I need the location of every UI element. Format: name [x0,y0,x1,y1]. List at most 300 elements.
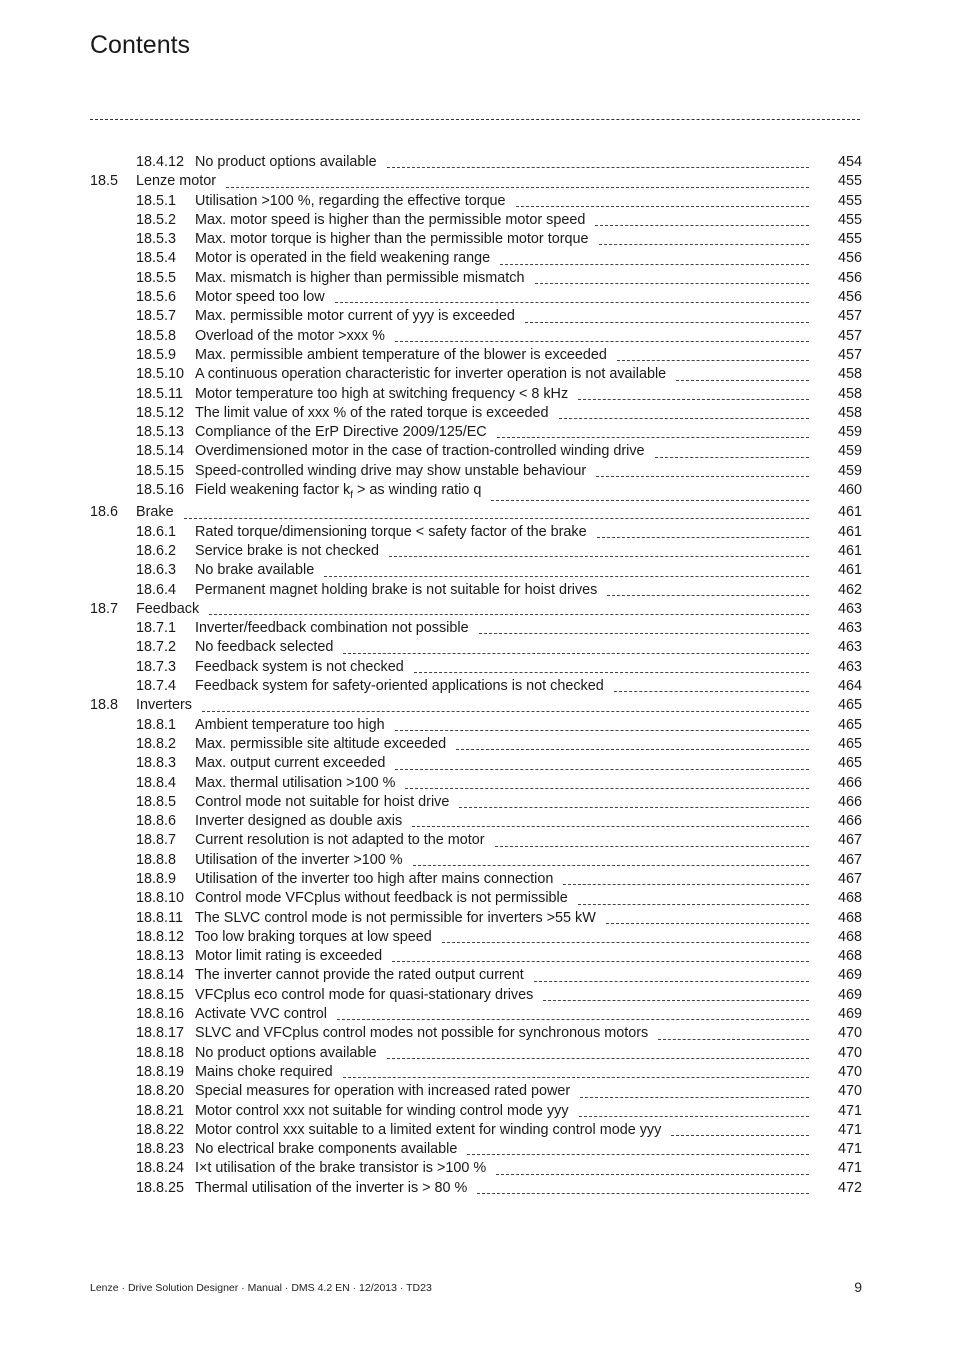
toc-dotted-leader [617,360,809,361]
toc-entry-page-number: 468 [837,928,862,945]
toc-subsection-entry[interactable] [0,1102,954,1121]
toc-entry-page-number: 463 [837,600,862,617]
toc-entry-title [195,1159,496,1178]
toc-entry-title-wrap [195,986,809,1005]
toc-dotted-leader [578,399,809,400]
toc-dotted-leader [412,826,809,827]
toc-entry-title-wrap [195,462,809,481]
toc-entry-title [195,831,495,850]
toc-entry-number: 18.5.6 [136,289,177,306]
toc-subsection-entry[interactable] [0,1121,954,1140]
toc-entry-title [195,1121,671,1140]
toc-subsection-entry[interactable] [0,1179,954,1198]
toc-entry-title-text: The SLVC control mode is not permissible for inverters >55 kW [195,909,596,926]
toc-entry-title [195,404,559,423]
toc-entry-page-number: 467 [837,870,862,887]
toc-entry-title-text: Inverter designed as double axis [195,813,403,830]
toc-entry-number: 18.6.3 [136,562,177,579]
toc-entry-page-number: 455 [837,211,862,228]
toc-entry-page-number: 461 [837,542,862,559]
toc-entry-page-number: 458 [837,385,862,402]
toc-subsection-entry[interactable] [0,889,954,908]
toc-entry-page-number: 471 [837,1121,862,1138]
toc-entry-title-text: Overload of the motor >xxx % [195,327,385,344]
toc-subsection-entry[interactable] [0,966,954,985]
toc-entry-title-wrap [195,561,809,580]
toc-subsection-entry[interactable] [0,423,954,442]
toc-entry-page-number: 454 [837,154,862,170]
toc-entry-title-text: No feedback selected [195,639,334,656]
toc-entry-page-number: 465 [837,697,862,714]
toc-entry-number: 18.8.18 [136,1044,185,1061]
toc-entry-title [195,153,387,172]
toc-entry-title-text: No product options available [195,1044,377,1061]
toc-subsection-entry[interactable] [0,404,954,423]
toc-subsection-entry[interactable] [0,909,954,928]
toc-section-entry[interactable] [0,696,954,715]
toc-entry-page-number: 463 [837,639,862,656]
toc-subsection-entry[interactable] [0,365,954,384]
toc-entry-number: 18.8.1 [136,716,177,733]
toc-subsection-entry[interactable] [0,1140,954,1159]
toc-dotted-leader [209,614,809,615]
toc-entry-number: 18.5 [90,173,119,190]
toc-dotted-leader [497,437,809,438]
toc-entry-title-text: No electrical brake components available [195,1141,458,1158]
toc-entry-number: 18.8 [90,697,119,714]
toc-subsection-entry[interactable] [0,1005,954,1024]
toc-entry-title-wrap [195,269,809,288]
toc-entry-title-text: Rated torque/dimensioning torque < safety factor of the brake [195,523,587,540]
toc-entry-title [195,1179,477,1198]
toc-subsection-entry[interactable] [0,230,954,249]
toc-entry-title-text: Max. output current exceeded [195,755,386,772]
toc-entry-page-number: 466 [837,813,862,830]
toc-entry-title-wrap [195,211,809,230]
toc-entry-page-number: 459 [837,462,862,479]
toc-subsection-entry[interactable] [0,735,954,754]
toc-entry-number: 18.8.14 [136,967,185,984]
toc-entry-title [195,1024,658,1043]
toc-dotted-leader [596,476,809,477]
toc-entry-title [195,423,497,442]
toc-entry-title-text: Max. permissible motor current of yyy is exceeded [195,308,515,325]
toc-subsection-entry[interactable] [0,774,954,793]
toc-entry-page-number: 465 [837,716,862,733]
toc-dotted-leader [578,904,809,905]
toc-entry-title [195,581,607,600]
toc-subsection-entry[interactable] [0,658,954,677]
toc-dotted-leader [534,981,809,982]
toc-subsection-entry[interactable] [0,307,954,326]
toc-entry-title-text: Motor is operated in the field weakening range [195,250,491,267]
toc-entry-title [195,774,405,793]
toc-dotted-leader [479,633,809,634]
toc-entry-number: 18.5.15 [136,462,185,479]
toc-entry-title-text: Motor limit rating is exceeded [195,948,383,965]
toc-entry-title [195,966,534,985]
toc-entry-page-number: 468 [837,948,862,965]
toc-entry-page-number: 459 [837,424,862,441]
toc-subsection-entry[interactable] [0,211,954,230]
toc-entry-number: 18.5.3 [136,231,177,248]
toc-subsection-entry[interactable] [0,581,954,600]
toc-dotted-leader [395,769,809,770]
toc-entry-number: 18.5.9 [136,346,177,363]
toc-subsection-entry[interactable] [0,716,954,735]
toc-entry-title-wrap [195,831,809,850]
toc-subsection-entry[interactable] [0,619,954,638]
toc-entry-page-number: 466 [837,793,862,810]
toc-entry-number: 18.6 [90,504,119,521]
toc-dotted-leader [405,788,809,789]
toc-entry-title-text: Service brake is not checked [195,542,379,559]
toc-subsection-entry[interactable] [0,638,954,657]
toc-entry-title-text: Mains choke required [195,1063,333,1080]
toc-subsection-entry[interactable] [0,1159,954,1178]
toc-entry-title [195,365,676,384]
toc-subsection-entry[interactable] [0,1063,954,1082]
toc-dotted-leader [335,302,809,303]
toc-subsection-entry[interactable] [0,542,954,561]
toc-entry-title-wrap [195,735,809,754]
toc-entry-title-text: No brake available [195,562,315,579]
toc-entry-title-text: Motor control xxx suitable to a limited extent for winding control mode yyy [195,1121,662,1138]
toc-entry-number: 18.8.13 [136,948,185,965]
toc-entry-number: 18.8.5 [136,793,177,810]
toc-dotted-leader [395,730,809,731]
toc-subsection-entry[interactable] [0,851,954,870]
toc-entry-title-text: Max. permissible ambient temperature of the blower is exceeded [195,346,607,363]
toc-entry-title-wrap [195,346,809,365]
toc-entry-title-wrap [195,638,809,657]
toc-dotted-leader [459,807,809,808]
toc-subsection-entry[interactable] [0,442,954,461]
toc-entry-page-number: 459 [837,443,862,460]
toc-entry-title-wrap [195,1140,809,1159]
toc-entry-number: 18.8.15 [136,986,185,1003]
toc-section-entry[interactable] [0,503,954,522]
toc-dotted-leader [525,322,809,323]
toc-entry-page-number: 471 [837,1141,862,1158]
toc-section-entry[interactable] [0,172,954,191]
toc-entry-page-number: 468 [837,909,862,926]
toc-entry-title-wrap [195,658,809,677]
toc-dotted-leader [392,961,809,962]
toc-dotted-leader [202,711,809,712]
toc-dotted-leader [671,1135,809,1136]
toc-entry-title-text: Feedback system for safety-oriented applications is not checked [195,678,604,695]
toc-subsection-entry[interactable] [0,462,954,481]
toc-entry-title [195,851,413,870]
toc-entry-title-text: Feedback [136,600,200,617]
toc-dotted-leader [337,1019,809,1020]
toc-entry-title-wrap [195,870,809,889]
toc-dotted-leader [324,576,809,577]
toc-dotted-leader [535,283,810,284]
toc-section-entry[interactable] [0,600,954,619]
toc-entry-title [195,947,392,966]
toc-entry-title-wrap [195,928,809,947]
toc-entry-title-text: Compliance of the ErP Directive 2009/125/EC [195,424,487,441]
toc-entry-title [195,986,543,1005]
toc-dotted-leader [467,1154,809,1155]
toc-entry-page-number: 467 [837,832,862,849]
toc-entry-title-text: Control mode not suitable for hoist drive [195,793,450,810]
toc-entry-title-suffix: > as winding ratio q [352,482,482,499]
toc-entry-number: 18.8.19 [136,1063,185,1080]
toc-entry-title [195,481,491,505]
toc-entry-number: 18.5.13 [136,424,185,441]
toc-entry-title-wrap [195,327,809,346]
toc-entry-title-text: Current resolution is not adapted to the motor [195,832,485,849]
toc-entry-title-wrap [195,793,809,812]
toc-entry-number: 18.5.5 [136,269,177,286]
toc-subsection-entry[interactable] [0,1082,954,1101]
page-title: Contents [90,31,191,59]
toc-entry-title [136,172,226,191]
toc-entry-title-wrap [195,851,809,870]
toc-entry-title-wrap [136,696,809,715]
toc-entry-title-text: The limit value of xxx % of the rated torque is exceeded [195,404,549,421]
toc-entry-title-wrap [195,716,809,735]
toc-subsection-entry[interactable] [0,192,954,211]
toc-entry-number: 18.5.7 [136,308,177,325]
toc-entry-page-number: 458 [837,366,862,383]
toc-dotted-leader [579,1116,809,1117]
toc-entry-title-text: Utilisation of the inverter too high after mains connection [195,870,554,887]
toc-entry-page-number: 460 [837,482,862,499]
toc-entry-title [195,192,516,211]
toc-dotted-leader [559,418,809,419]
toc-entry-title [195,638,343,657]
toc-entry-page-number: 466 [837,774,862,791]
toc-entry-number: 18.8.21 [136,1102,185,1119]
toc-entry-page-number: 470 [837,1083,862,1100]
toc-entry-number: 18.7.1 [136,620,177,637]
toc-entry-title [195,1082,580,1101]
toc-entry-title [195,1063,343,1082]
toc-dotted-leader [477,1193,809,1194]
toc-entry-title-wrap [195,1082,809,1101]
toc-subsection-entry[interactable] [0,153,954,172]
toc-entry-page-number: 455 [837,192,862,209]
toc-entry-title-wrap [195,542,809,561]
toc-subsection-entry[interactable] [0,870,954,889]
toc-dotted-leader [516,206,809,207]
toc-entry-title-wrap [195,1102,809,1121]
toc-entry-title-text: SLVC and VFCplus control modes not possible for synchronous motors [195,1025,649,1042]
toc-entry-title-text: Brake [136,504,174,521]
toc-entry-title-wrap [136,503,809,522]
toc-entry-title [195,346,617,365]
toc-entry-title-wrap [195,581,809,600]
toc-entry-title-wrap [195,677,809,696]
toc-entry-title-wrap [195,404,809,423]
toc-entry-number: 18.5.16 [136,482,185,499]
toc-subsection-entry[interactable] [0,928,954,947]
toc-entry-number: 18.5.10 [136,366,185,383]
toc-entry-title-text: Utilisation of the inverter >100 % [195,851,403,868]
toc-subsection-entry[interactable] [0,269,954,288]
toc-entry-number: 18.5.2 [136,211,177,228]
header-divider [90,119,860,120]
toc-dotted-leader [595,225,809,226]
toc-subsection-entry[interactable] [0,812,954,831]
toc-subsection-entry[interactable] [0,793,954,812]
toc-entry-number: 18.5.8 [136,327,177,344]
toc-entry-number: 18.5.11 [136,385,183,402]
toc-dotted-leader [491,500,809,501]
toc-dotted-leader [597,537,809,538]
toc-entry-number: 18.8.24 [136,1160,185,1177]
toc-entry-title [195,1005,337,1024]
toc-dotted-leader [226,187,809,188]
toc-subsection-entry[interactable] [0,1024,954,1043]
toc-entry-title-wrap [195,307,809,326]
toc-entry-title-wrap [195,966,809,985]
toc-subsection-entry[interactable] [0,327,954,346]
toc-subsection-entry[interactable] [0,986,954,1005]
toc-subsection-entry[interactable] [0,677,954,696]
toc-entry-title-wrap [195,1044,809,1063]
toc-entry-title [136,696,202,715]
toc-dotted-leader [495,846,809,847]
toc-dotted-leader [496,1174,809,1175]
toc-entry-number: 18.8.17 [136,1025,185,1042]
table-of-contents [0,153,954,1198]
toc-dotted-leader [387,167,809,168]
toc-entry-title-text: Ambient temperature too high [195,716,385,733]
toc-entry-number: 18.8.8 [136,851,177,868]
toc-entry-page-number: 457 [837,308,862,325]
toc-entry-page-number: 468 [837,890,862,907]
toc-entry-title-wrap [195,365,809,384]
toc-entry-title-wrap [195,1063,809,1082]
toc-entry-number: 18.8.23 [136,1141,185,1158]
toc-entry-number: 18.5.4 [136,250,177,267]
toc-entry-number: 18.8.25 [136,1179,185,1196]
toc-entry-title-wrap [195,947,809,966]
toc-entry-number: 18.8.7 [136,832,177,849]
toc-entry-title-wrap [195,812,809,831]
toc-subsection-entry[interactable] [0,288,954,307]
toc-subsection-entry[interactable] [0,831,954,850]
toc-entry-title [195,909,606,928]
toc-entry-title-wrap [195,153,809,172]
toc-entry-title-text: Field weakening factor k [195,482,351,499]
toc-entry-title-wrap [195,385,809,404]
toc-subsection-entry[interactable] [0,561,954,580]
toc-entry-title-wrap [195,288,809,307]
toc-entry-title [136,600,209,619]
toc-subsection-entry[interactable] [0,481,954,500]
toc-entry-title-wrap [195,481,809,505]
toc-entry-title-text: Inverter/feedback combination not possible [195,620,469,637]
toc-entry-title [195,658,414,677]
toc-entry-page-number: 456 [837,289,862,306]
toc-entry-number: 18.8.2 [136,735,177,752]
toc-entry-title-wrap [195,754,809,773]
toc-entry-title [195,462,596,481]
toc-subsection-entry[interactable] [0,385,954,404]
toc-entry-page-number: 471 [837,1160,862,1177]
toc-subsection-entry[interactable] [0,523,954,542]
toc-entry-title [195,442,655,461]
toc-subsection-entry[interactable] [0,754,954,773]
toc-entry-page-number: 456 [837,250,862,267]
toc-entry-title-text: No product options available [195,154,377,170]
toc-entry-number: 18.8.20 [136,1083,185,1100]
toc-entry-title [195,230,599,249]
toc-subsection-entry[interactable] [0,346,954,365]
toc-dotted-leader [442,942,809,943]
toc-entry-title-wrap [195,249,809,268]
toc-entry-number: 18.4.12 [136,154,185,170]
toc-dotted-leader [414,672,809,673]
toc-entry-title-wrap [195,1179,809,1198]
toc-entry-title [195,793,459,812]
toc-entry-title-text: Feedback system is not checked [195,658,404,675]
toc-entry-title-text: Control mode VFCplus without feedback is not permissible [195,890,568,907]
toc-dotted-leader [599,244,809,245]
toc-dotted-leader [343,653,809,654]
toc-entry-title-text: Permanent magnet holding brake is not suitable for hoist drives [195,581,598,598]
toc-subsection-entry[interactable] [0,249,954,268]
toc-entry-page-number: 461 [837,504,862,521]
toc-entry-page-number: 470 [837,1044,862,1061]
toc-entry-number: 18.6.2 [136,542,177,559]
toc-entry-title-text: A continuous operation characteristic for inverter operation is not available [195,366,667,383]
toc-entry-title-text: The inverter cannot provide the rated output current [195,967,524,984]
toc-entry-number: 18.7.4 [136,678,177,695]
toc-entry-number: 18.8.12 [136,928,185,945]
toc-entry-title-text: Max. motor torque is higher than the permissible motor torque [195,231,589,248]
toc-entry-title-text: Max. permissible site altitude exceeded [195,735,447,752]
toc-entry-title [195,1044,387,1063]
toc-entry-title-wrap [195,230,809,249]
toc-subsection-entry[interactable] [0,1044,954,1063]
toc-entry-title-wrap [195,192,809,211]
toc-entry-title-wrap [195,619,809,638]
toc-dotted-leader [658,1039,809,1040]
toc-entry-title-text: Speed-controlled winding drive may show unstable behaviour [195,462,587,479]
toc-entry-title-wrap [195,774,809,793]
toc-entry-title [195,542,389,561]
toc-entry-title-text: Max. mismatch is higher than permissible mismatch [195,269,525,286]
toc-entry-page-number: 471 [837,1102,862,1119]
toc-entry-page-number: 470 [837,1063,862,1080]
toc-entry-page-number: 456 [837,269,862,286]
toc-entry-title [195,327,395,346]
toc-entry-page-number: 461 [837,562,862,579]
toc-entry-page-number: 469 [837,1006,862,1023]
toc-dotted-leader [395,341,809,342]
toc-entry-title-text: Thermal utilisation of the inverter is > 80 % [195,1179,468,1196]
toc-entry-page-number: 455 [837,231,862,248]
toc-entry-title-wrap [195,1121,809,1140]
toc-entry-title-wrap [195,1005,809,1024]
toc-subsection-entry[interactable] [0,947,954,966]
toc-entry-number: 18.7 [90,600,119,617]
toc-entry-number: 18.8.16 [136,1006,185,1023]
toc-entry-title-wrap [195,442,809,461]
toc-entry-page-number: 469 [837,986,862,1003]
toc-dotted-leader [389,556,809,557]
toc-entry-title [195,1140,467,1159]
toc-entry-page-number: 465 [837,735,862,752]
toc-entry-title [195,735,456,754]
